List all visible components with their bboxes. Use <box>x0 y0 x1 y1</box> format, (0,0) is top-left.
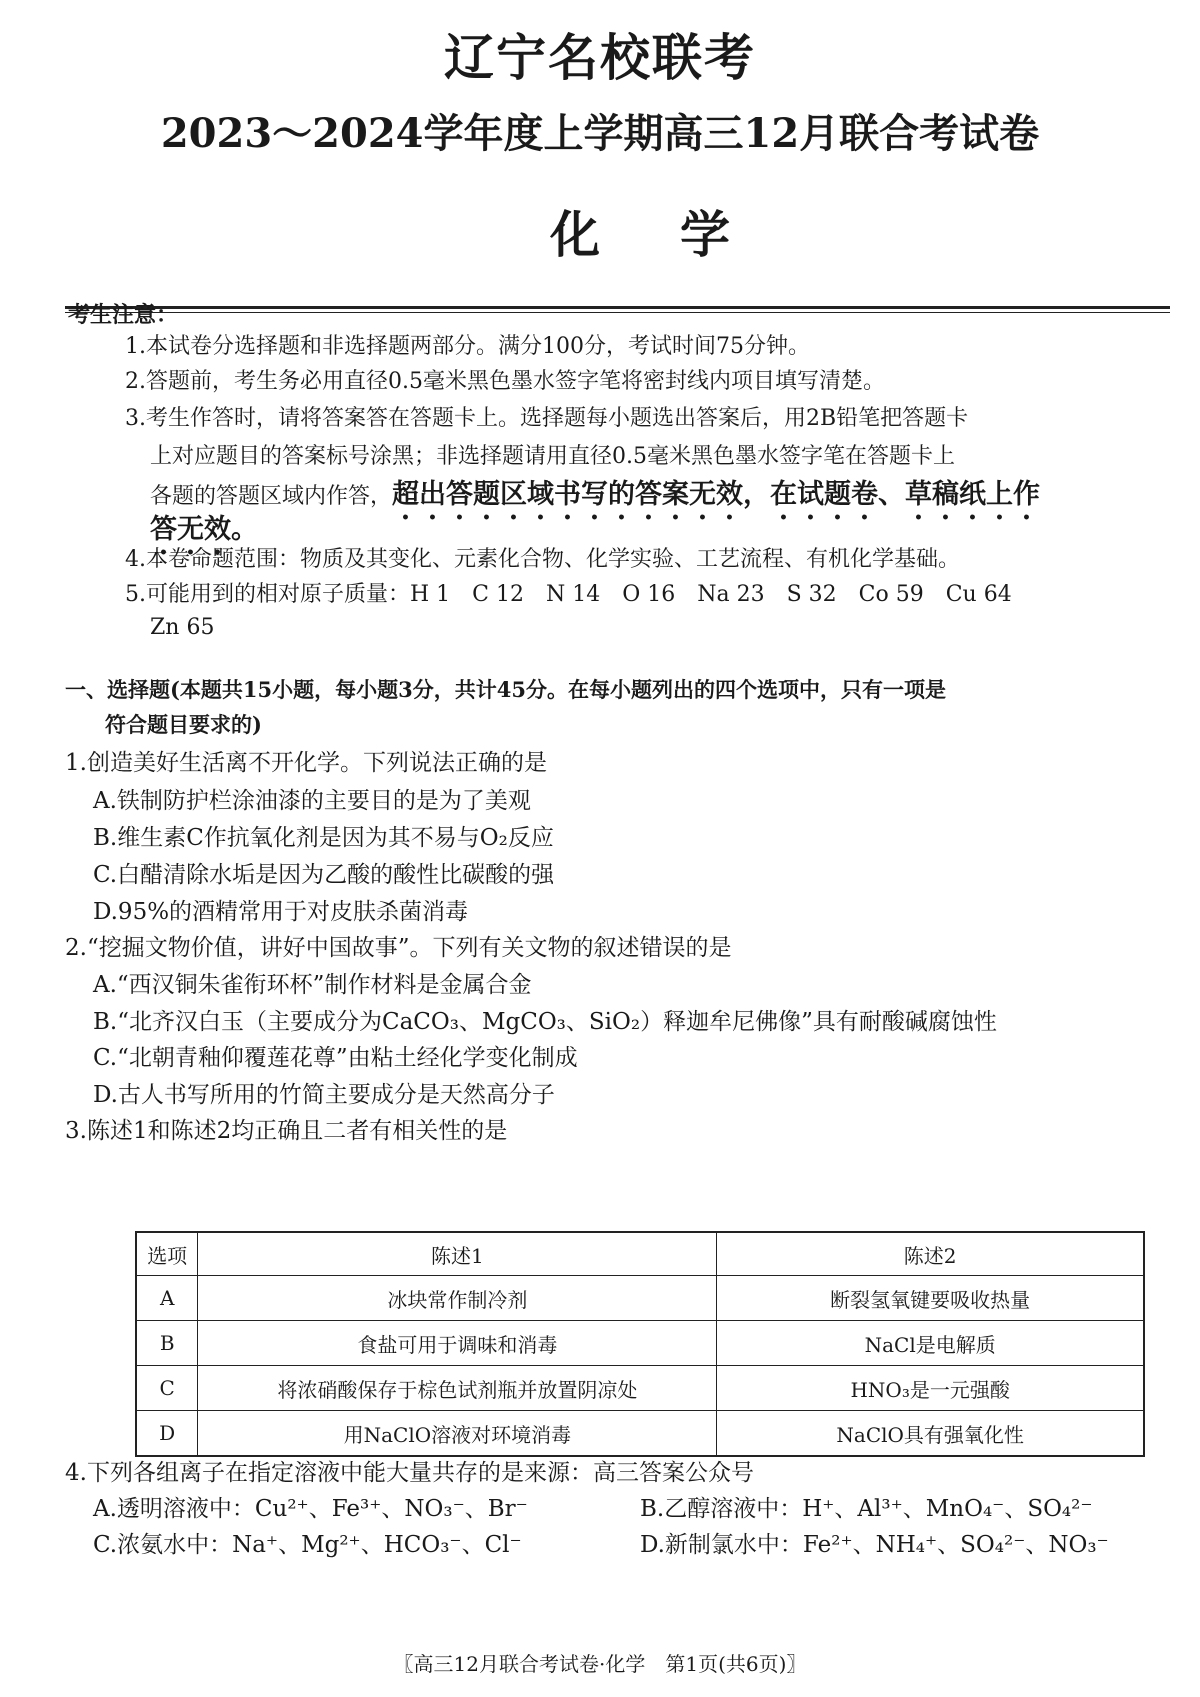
notice-emphasis: 超出答题区域书写的答案无效，在试题卷、草稿纸上作 <box>392 479 1041 510</box>
table-cell: 食盐可用于调味和消毒 <box>198 1321 717 1366</box>
q3-stem: 3.陈述1和陈述2均正确且二者有相关性的是 <box>65 1118 508 1144</box>
table-cell: D <box>136 1411 198 1457</box>
table-row <box>136 1366 1144 1411</box>
q4-stem: 4.下列各组离子在指定溶液中能大量共存的是来源：高三答案公众号 <box>65 1460 754 1486</box>
q2-option-c: C.“北朝青釉仰覆莲花尊”由粘土经化学变化制成 <box>93 1045 578 1071</box>
q1-option-b: B.维生素C作抗氧化剂是因为其不易与O₂反应 <box>93 825 554 851</box>
table-cell: NaClO具有强氧化性 <box>717 1411 1144 1457</box>
header-rule-thick <box>65 306 1170 309</box>
subject-title: 化学 <box>550 205 810 264</box>
q2-option-a: A.“西汉铜朱雀衔环杯”制作材料是金属合金 <box>93 972 532 998</box>
section-heading: 一、选择题(本题共15小题，每小题3分，共计45分。在每小题列出的四个选项中，只有一项是 <box>65 677 946 702</box>
header-rule-thin <box>65 312 1170 313</box>
table-header-row <box>136 1232 1144 1276</box>
table-cell: B <box>136 1321 198 1366</box>
notice-heading: 考生注意： <box>68 302 179 328</box>
notice-item-3: 3.考生作答时，请将答案答在答题卡上。选择题每小题选出答案后，用2B铅笔把答题卡 <box>125 406 969 431</box>
table-cell: 用NaClO溶液对环境消毒 <box>198 1411 717 1457</box>
q3-table <box>135 1231 1145 1457</box>
q1-option-c: C.白醋清除水垢是因为乙酸的酸性比碳酸的强 <box>93 862 555 888</box>
q4-option-d: D.新制氯水中：Fe²⁺、NH₄⁺、SO₄²⁻、NO₃⁻ <box>640 1532 1109 1558</box>
table-cell: HNO₃是一元强酸 <box>717 1366 1144 1411</box>
notice-item-2: 2.答题前，考生务必用直径0.5毫米黑色墨水签字笔将密封线内项目填写清楚。 <box>125 369 885 394</box>
table-cell: 断裂氢氧键要吸收热量 <box>717 1276 1144 1321</box>
table-cell: A <box>136 1276 198 1321</box>
table-header-cell: 陈述1 <box>198 1232 717 1276</box>
table-header-cell: 陈述2 <box>717 1232 1144 1276</box>
notice-emphasis-end: 答无效。 <box>150 514 258 545</box>
notice-item-4: 4.本卷命题范围：物质及其变化、元素化合物、化学实验、工艺流程、有机化学基础。 <box>125 547 960 572</box>
q2-option-b: B.“北齐汉白玉（主要成分为CaCO₃、MgCO₃、SiO₂）释迦牟尼佛像”具有耐酸碱腐蚀性 <box>93 1009 997 1035</box>
q4-option-b: B.乙醇溶液中：H⁺、Al³⁺、MnO₄⁻、SO₄²⁻ <box>640 1496 1093 1522</box>
notice-item-1: 1.本试卷分选择题和非选择题两部分。满分100分，考试时间75分钟。 <box>125 334 810 359</box>
q4-option-c: C.浓氨水中：Na⁺、Mg²⁺、HCO₃⁻、Cl⁻ <box>93 1532 522 1558</box>
table-row <box>136 1321 1144 1366</box>
table-cell: NaCl是电解质 <box>717 1321 1144 1366</box>
notice-item-3-cont: 上对应题目的答案标号涂黑；非选择题请用直径0.5毫米黑色墨水签字笔在答题卡上 <box>150 444 955 469</box>
notice-item-5: 5.可能用到的相对原子质量：H 1 C 12 N 14 O 16 Na 23 S 32 Co 59 Cu 64 <box>125 582 1012 607</box>
table-row <box>136 1276 1144 1321</box>
q4-option-a: A.透明溶液中：Cu²⁺、Fe³⁺、NO₃⁻、Br⁻ <box>93 1496 528 1522</box>
table-row <box>136 1411 1144 1457</box>
section-heading-cont: 符合题目要求的) <box>105 712 262 737</box>
page-footer: 〖高三12月联合考试卷·化学 第1页(共6页)〗 <box>393 1652 807 1676</box>
notice-item-3-plain: 各题的答题区域内作答， <box>150 484 393 509</box>
exam-league-title: 辽宁名校联考 <box>444 28 756 87</box>
table-cell: 将浓硝酸保存于棕色试剂瓶并放置阴凉处 <box>198 1366 717 1411</box>
q1-stem: 1.创造美好生活离不开化学。下列说法正确的是 <box>65 750 547 776</box>
table-cell: C <box>136 1366 198 1411</box>
table-header-cell: 选项 <box>136 1232 198 1276</box>
notice-item-3-line3 <box>150 479 1040 526</box>
notice-item-5-cont: Zn 65 <box>150 615 215 640</box>
q1-option-a: A.铁制防护栏涂油漆的主要目的是为了美观 <box>93 788 531 814</box>
exam-title: 2023～2024学年度上学期高三12月联合考试卷 <box>160 110 1040 157</box>
q2-stem: 2.“挖掘文物价值，讲好中国故事”。下列有关文物的叙述错误的是 <box>65 935 732 961</box>
q2-option-d: D.古人书写所用的竹简主要成分是天然高分子 <box>93 1082 555 1108</box>
table-cell: 冰块常作制冷剂 <box>198 1276 717 1321</box>
q1-option-d: D.95%的酒精常用于对皮肤杀菌消毒 <box>93 899 469 925</box>
